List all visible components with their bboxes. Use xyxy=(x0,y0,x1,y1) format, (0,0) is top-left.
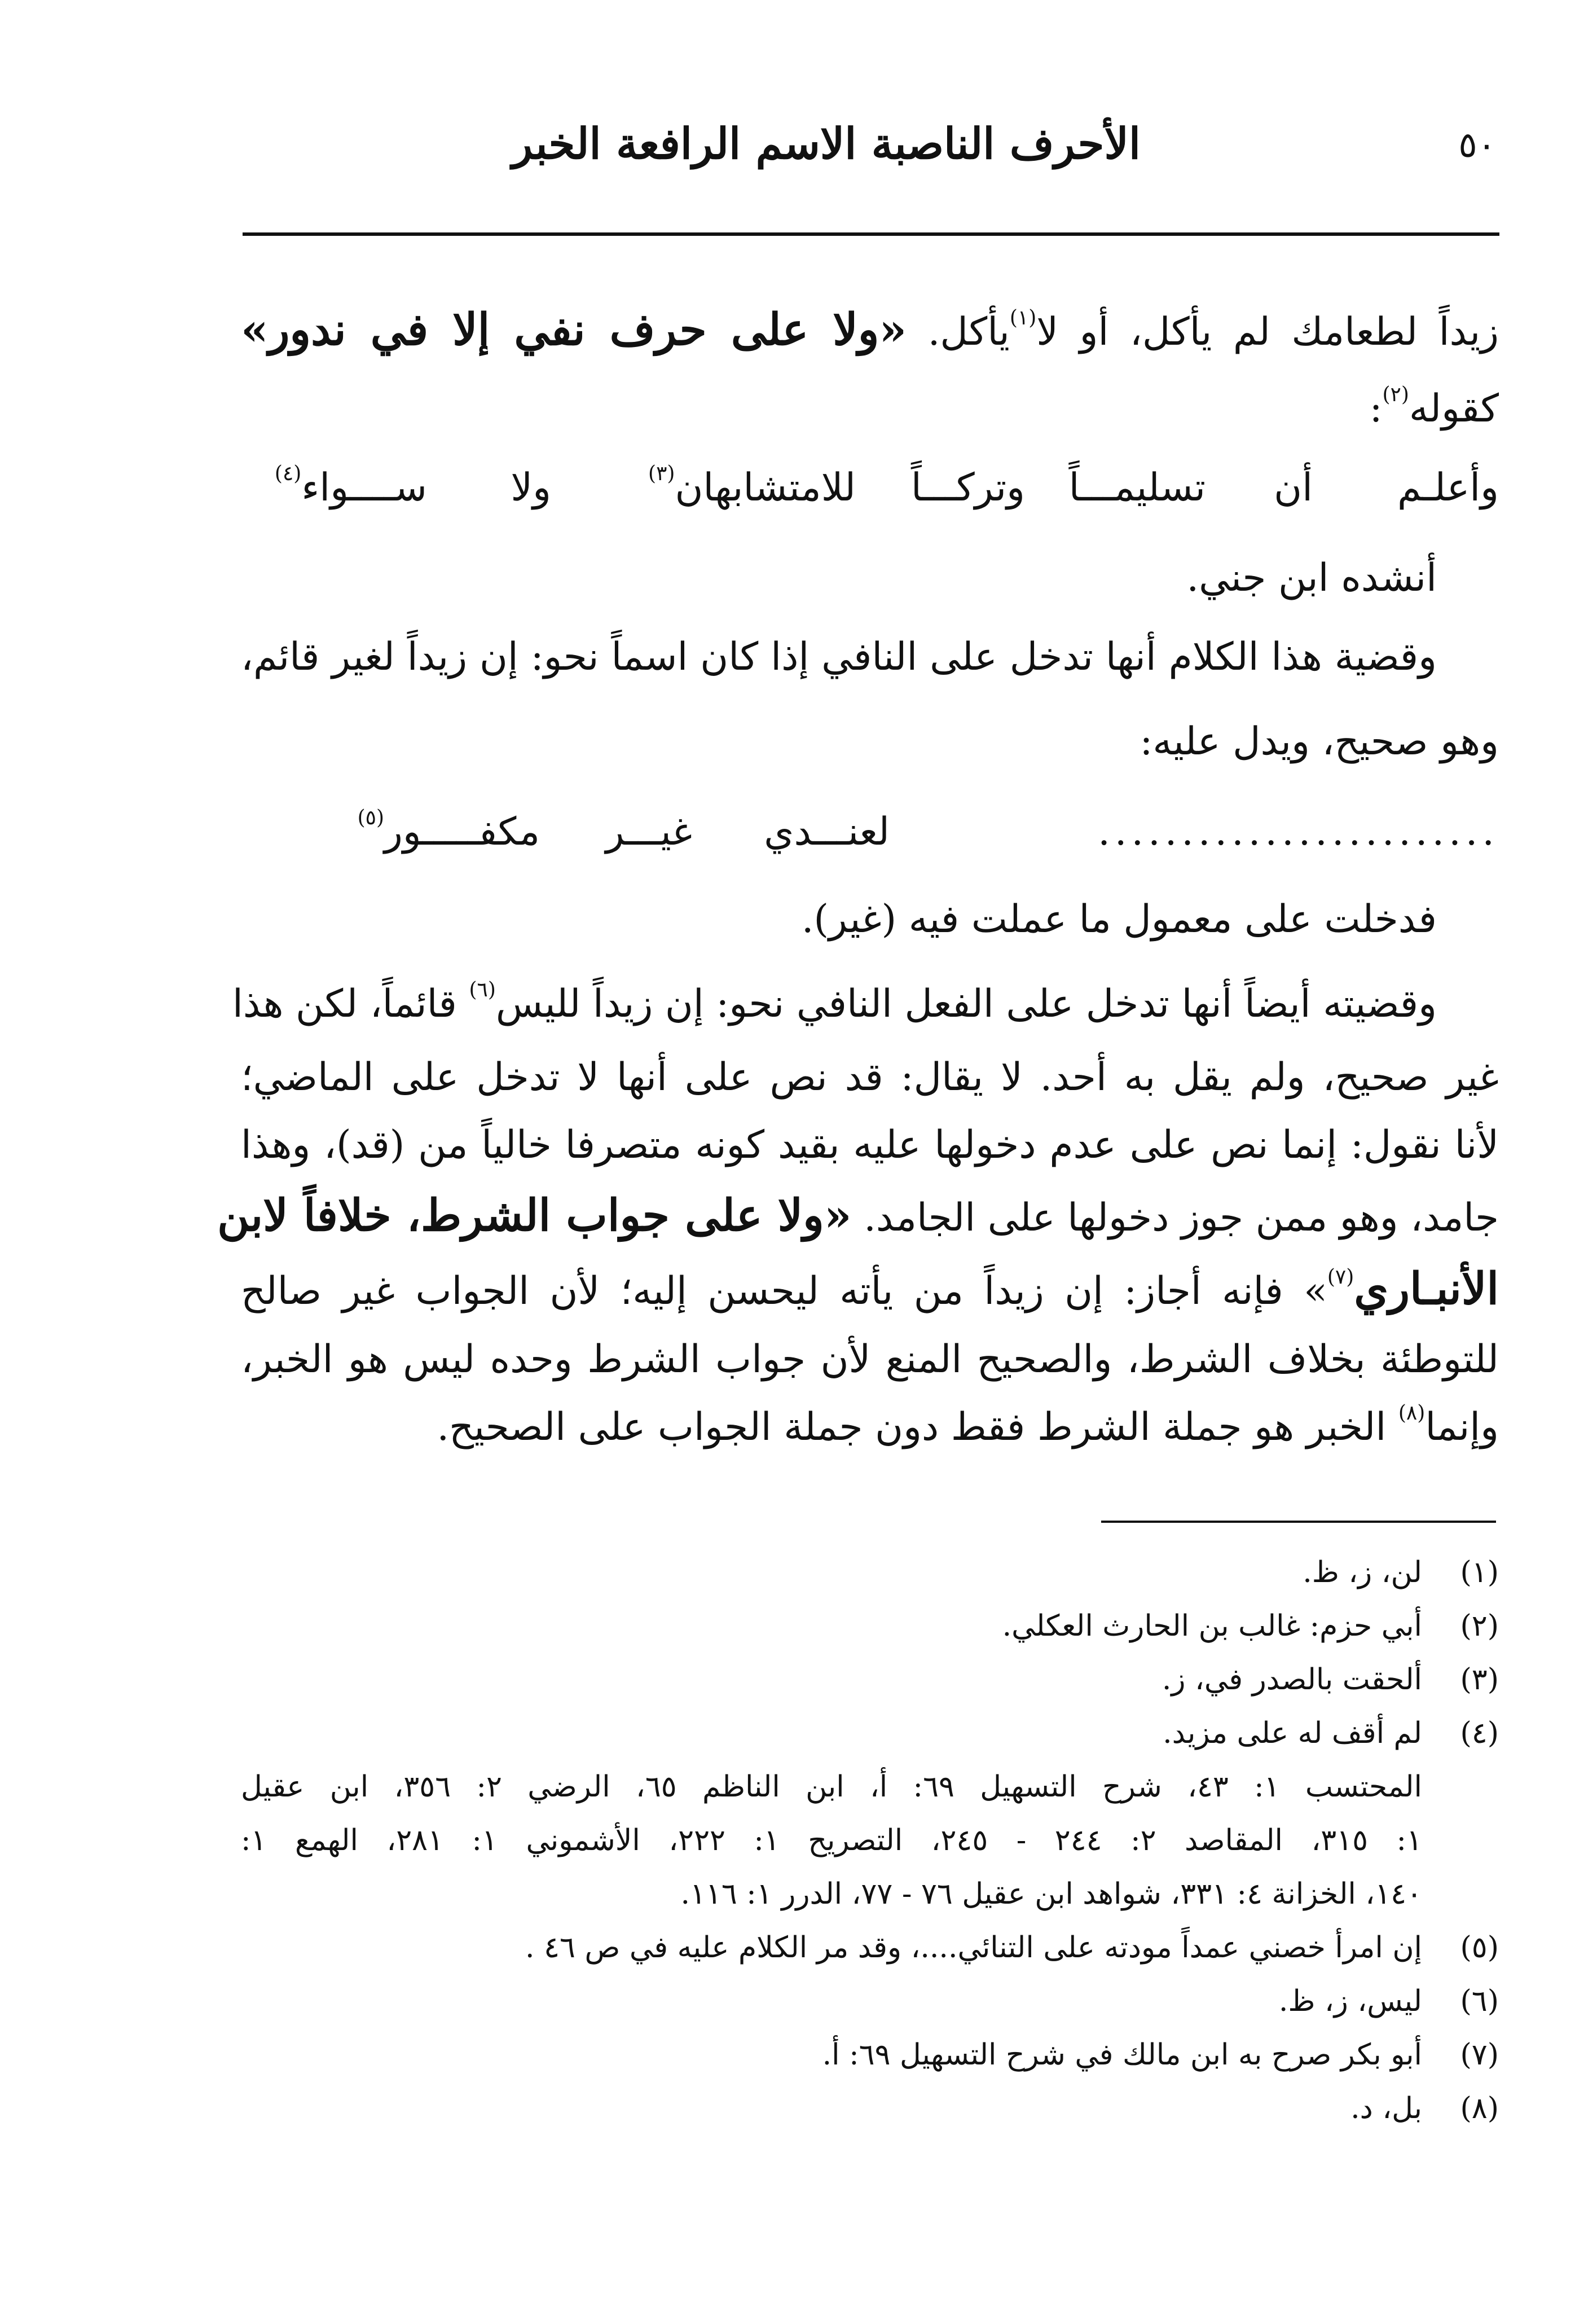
footnote-text: أبو بكر صرح به ابن مالك في شرح التسهيل ٦٩: أ. xyxy=(822,2038,1422,2072)
running-title: الأحرف الناصبة الاسم الرافعة الخبر xyxy=(512,118,1141,169)
text-run: فدخلت على معمول ما عملت فيه (غير). xyxy=(801,897,1437,942)
verse-word: لعنـــدي xyxy=(764,810,890,854)
quoted-rule: «ولا على جواب الشرط، خلافاً لابن xyxy=(217,1190,852,1241)
text-run: الخبر هو جملة الشرط فقط دون جملة الجواب على الصحيح. xyxy=(437,1405,1398,1449)
verse-line xyxy=(241,440,1499,542)
verse-word: ولا xyxy=(511,465,551,510)
footnote-number: (٧) xyxy=(1460,2038,1499,2072)
verse-word: تسليمـــاً xyxy=(1068,465,1206,510)
text-run: زيداً لطعامك لم يأكل، أو لا xyxy=(1036,310,1499,354)
text-line xyxy=(241,1112,1499,1179)
footnote-ref: (٥) xyxy=(357,806,385,829)
footnote-number: (٥) xyxy=(1460,1931,1499,1965)
footnote-number: (٤) xyxy=(1460,1716,1499,1750)
verse-word: ســــواء$^{(٤)}$ xyxy=(274,462,427,510)
footnote-text: بل، د. xyxy=(1350,2092,1422,2125)
text-line xyxy=(241,1044,1499,1112)
footnote-text: إن امرأ خصني عمداً مودته على التنائي....، وقد مر الكلام عليه في ص ٤٦ . xyxy=(525,1931,1422,1965)
main-text xyxy=(217,282,1499,1461)
verse-line xyxy=(241,784,1499,875)
verse-word: وأعلـم xyxy=(1397,465,1499,510)
text-line xyxy=(241,700,1499,784)
text-run: : xyxy=(1369,386,1383,431)
footnote-text: أبي حزم: غالب بن الحارث العكلي. xyxy=(1002,1609,1422,1643)
text-run: للتوطئة بخلاف الشرط، والصحيح المنع لأن جواب الشرط وحده ليس هو الخبر، xyxy=(241,1337,1499,1382)
footnote-ref: (٧) xyxy=(1327,1266,1354,1289)
text-line xyxy=(232,965,1499,1044)
text-line xyxy=(241,1394,1499,1461)
footnote-continuation: ١: ٣١٥، المقاصد ٢: ٢٤٤ - ٢٤٥، التصريح ١: ٢٢٢، الأشموني ١: ٢٨١، الهمع ١: xyxy=(241,1824,1422,1857)
footnote-text: لم أقف له على مزيد. xyxy=(1163,1716,1422,1750)
footnote-text: ألحقت بالصدر في، ز. xyxy=(1162,1663,1422,1697)
footnote-text: لن، ز، ظ. xyxy=(1303,1556,1422,1589)
footnote-continuation: المحتسب ١: ٤٣، شرح التسهيل ٦٩: أ، ابن الناظم ٦٥، الرضي ٢: ٣٥٦، ابن عقيل xyxy=(241,1770,1422,1804)
text-line xyxy=(241,875,1499,965)
text-run: يأكل. xyxy=(907,310,1010,354)
verse-word: وتركـــاً xyxy=(910,465,1025,510)
footnote-ref: (٨) xyxy=(1398,1402,1426,1425)
text-run: وهو صحيح، ويدل عليه: xyxy=(1140,719,1499,764)
footnote-number: (١) xyxy=(1460,1556,1499,1589)
footnote xyxy=(241,2082,1499,2136)
text-line xyxy=(241,378,1499,440)
text-line xyxy=(241,615,1499,700)
text-run: وقضيته أيضاً أنها تدخل على الفعل النافي نحو: إن زيداً لليس xyxy=(495,982,1437,1026)
quoted-rule: «ولا على حرف نفي إلا في ندور» xyxy=(241,304,907,355)
footnote-ref: (١) xyxy=(1009,306,1037,330)
text-run: وقضية هذا الكلام أنها تدخل على النافي إذا كان اسماً نحو: إن زيداً لغير قائم، xyxy=(241,635,1437,679)
text-run: قائماً، لكن هذا xyxy=(232,982,469,1026)
footnote-ref: (٣) xyxy=(648,462,675,485)
text-run: كقوله xyxy=(1409,386,1499,431)
footnote-number: (٢) xyxy=(1460,1609,1499,1643)
page-header xyxy=(243,107,1496,181)
verse-word: للامتشابهان$^{(٣)}$ xyxy=(648,462,856,510)
footnote-text: ليس، ز، ظ. xyxy=(1278,1984,1422,2018)
footnote xyxy=(241,1546,1499,1600)
text-line xyxy=(241,542,1499,615)
footnote xyxy=(241,1600,1499,1653)
verse-dots: ........................ xyxy=(1098,810,1499,854)
footnote-continuation: ١٤٠، الخزانة ٤: ٣٣١، شواهد ابن عقيل ٧٦ - ٧٧، الدرر ١: ١١٦. xyxy=(680,1877,1422,1911)
text-line xyxy=(241,1253,1499,1326)
footnote xyxy=(241,1975,1499,2028)
verse-word: غيـــر xyxy=(605,810,692,854)
verse-word: أن xyxy=(1274,465,1313,510)
text-run: أنشده ابن جني. xyxy=(1186,556,1437,600)
page-number: ٥٠ xyxy=(1458,124,1496,165)
footnote-ref: (٦) xyxy=(469,978,496,1001)
footnote-number: (٨) xyxy=(1460,2092,1499,2125)
footnote-rule xyxy=(1101,1521,1496,1523)
text-run: وإنما xyxy=(1425,1405,1499,1449)
footnote xyxy=(241,2028,1499,2082)
footnote xyxy=(241,1921,1499,1975)
text-run: جامد، وهو ممن جوز دخولها على الجامد. xyxy=(851,1196,1499,1240)
text-run: » فإنه أجاز: إن زيداً من يأته ليحسن إليه؛ لأن الجواب غير صالح xyxy=(241,1269,1327,1313)
footnote xyxy=(241,1653,1499,1707)
footnote-number: (٦) xyxy=(1460,1984,1499,2018)
text-line xyxy=(241,282,1499,378)
text-line xyxy=(217,1179,1499,1253)
footnote-ref: (٤) xyxy=(274,462,302,485)
footnotes xyxy=(241,1546,1499,2136)
text-line xyxy=(241,1326,1499,1394)
header-rule xyxy=(243,232,1499,236)
verse-word: مكفـــــور$^{(٥)}$ xyxy=(357,806,540,854)
footnote-number: (٣) xyxy=(1460,1663,1499,1697)
text-run: غير صحيح، ولم يقل به أحد. لا يقال: قد نص على أنها لا تدخل على الماضي؛ xyxy=(241,1055,1499,1100)
footnote xyxy=(241,1707,1499,1760)
quoted-rule: الأنبـاري xyxy=(1354,1263,1499,1315)
footnote-ref: (٢) xyxy=(1382,383,1409,406)
text-run: لأنا نقول: إنما نص على عدم دخولها عليه بقيد كونه متصرفا خالياً من (قد)، وهذا xyxy=(241,1123,1499,1167)
